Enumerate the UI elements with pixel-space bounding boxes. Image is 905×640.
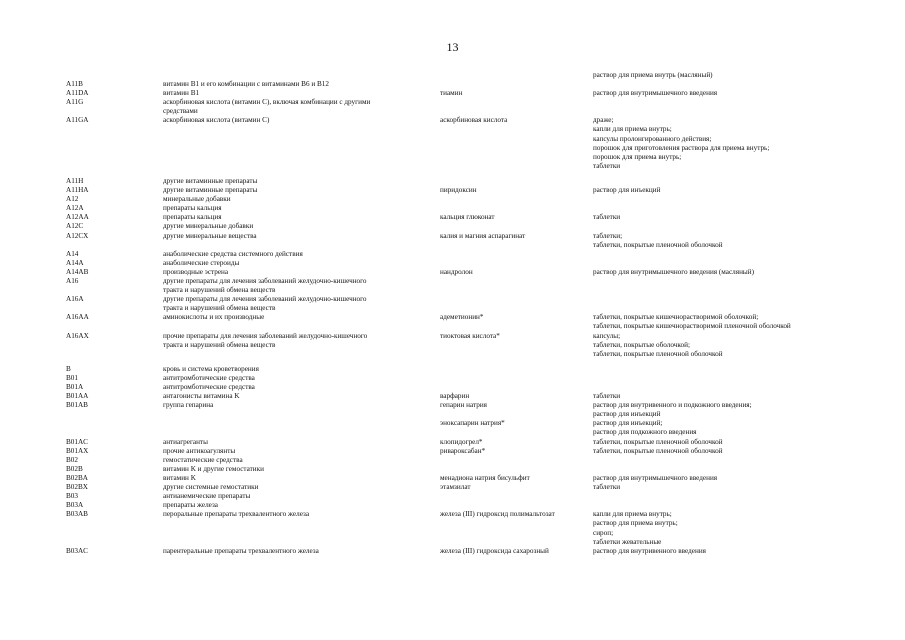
anatomical-therapeutic-group: антитромботические средства xyxy=(163,383,255,391)
atc-code: A11H xyxy=(66,176,84,185)
anatomical-therapeutic-group: производные эстрена xyxy=(163,267,229,276)
dosage-form: капли для приема внутрь; раствор для приема внутрь; сироп; таблетки жевательные xyxy=(593,510,678,546)
table-row xyxy=(0,438,905,447)
drug-name: варфарин xyxy=(440,392,470,401)
anatomical-therapeutic-group: аскорбиновая кислота (витамин C) xyxy=(163,116,270,125)
atc-code: B01AB xyxy=(66,401,88,410)
anatomical-therapeutic-group: витамин K xyxy=(163,473,196,482)
drug-name: железа (III) гидроксид полимальтозат xyxy=(440,510,555,519)
anatomical-therapeutic-group: парентеральные препараты трехвалентного железа xyxy=(163,546,319,555)
table-row xyxy=(0,277,905,295)
anatomical-therapeutic-group: препараты железа xyxy=(163,501,218,510)
atc-code: B03A xyxy=(66,501,84,510)
atc-code: A12A xyxy=(66,204,84,213)
table-row xyxy=(0,401,905,419)
anatomical-therapeutic-group: пероральные препараты трехвалентного железа xyxy=(163,510,310,519)
anatomical-therapeutic-group: анаболические средства системного действия xyxy=(163,249,303,258)
table-row xyxy=(0,447,905,456)
atc-code: A12CX xyxy=(66,231,89,240)
dosage-form: раствор для внутривенного введения xyxy=(593,546,706,555)
atc-code: B02BX xyxy=(66,483,88,492)
atc-code: B03AC xyxy=(66,546,88,555)
table-row xyxy=(0,456,905,465)
table-row xyxy=(0,80,905,89)
atc-code: A11B xyxy=(66,80,83,88)
atc-code: A16AA xyxy=(66,313,89,322)
anatomical-therapeutic-group: другие системные гемостатики xyxy=(163,483,259,492)
table-row xyxy=(0,419,905,437)
atc-code: B01AA xyxy=(66,392,89,401)
atc-code: A12C xyxy=(66,222,84,231)
anatomical-therapeutic-group: другие препараты для лечения заболеваний желудочно-кишечного тракта и нарушений обмена веществ xyxy=(163,276,367,295)
anatomical-therapeutic-group: антиагреганты xyxy=(163,437,208,446)
anatomical-therapeutic-group: антитромботические средства xyxy=(163,373,255,382)
atc-code: A16 xyxy=(66,276,79,285)
drug-name: тиоктовая кислота* xyxy=(440,331,500,340)
anatomical-therapeutic-group: витамин B1 и его комбинации с витаминами B6 и B12 xyxy=(163,80,329,88)
atc-code: B02 xyxy=(66,455,78,464)
dosage-form: капсулы; таблетки, покрытые оболочкой; таблетки, покрытые пленочной оболочкой xyxy=(593,331,723,358)
anatomical-therapeutic-group: другие витаминные препараты xyxy=(163,176,258,185)
anatomical-therapeutic-group: препараты кальция xyxy=(163,213,222,222)
table-row xyxy=(0,89,905,98)
drug-name: клопидогрел* xyxy=(440,437,483,446)
anatomical-therapeutic-group: антагонисты витамина K xyxy=(163,392,240,401)
drug-name: железа (III) гидроксида сахарозный xyxy=(440,546,549,555)
drug-name: калия и магния аспарагинат xyxy=(440,231,526,240)
drug-name: менадиона натрия бисульфит xyxy=(440,473,530,482)
table-row xyxy=(0,268,905,277)
dosage-form: таблетки; таблетки, покрытые пленочной оболочкой xyxy=(593,231,723,249)
table-row xyxy=(0,222,905,231)
drug-name: пиридоксин xyxy=(440,186,477,195)
drug-name: эноксапарин натрия* xyxy=(440,419,505,428)
anatomical-therapeutic-group: минеральные добавки xyxy=(163,195,231,204)
dosage-form: таблетки, покрытые пленочной оболочкой xyxy=(593,446,723,455)
atc-code: A11DA xyxy=(66,89,89,98)
table-row xyxy=(0,177,905,186)
anatomical-therapeutic-group: прочие препараты для лечения заболеваний желудочно-кишечного тракта и нарушений обмена веществ xyxy=(163,331,368,349)
anatomical-therapeutic-group: анаболические стероиды xyxy=(163,258,240,267)
atc-code: B03AB xyxy=(66,510,88,519)
atc-code: A14 xyxy=(66,249,79,258)
atc-code: B01AX xyxy=(66,446,89,455)
dosage-form: таблетки xyxy=(593,213,621,222)
anatomical-therapeutic-group: группа гепарина xyxy=(163,401,214,410)
atc-code: B03 xyxy=(66,492,78,501)
table-row xyxy=(0,186,905,195)
atc-code: A14AB xyxy=(66,267,89,276)
atc-code: B01 xyxy=(66,373,78,382)
table-row xyxy=(0,295,905,313)
drug-name: гепарин натрия xyxy=(440,401,487,410)
atc-code: B02B xyxy=(66,464,83,473)
anatomical-therapeutic-group: витамин B1 xyxy=(163,89,200,98)
table-row xyxy=(0,204,905,213)
atc-code: A16AX xyxy=(66,331,89,340)
table-row xyxy=(0,116,905,171)
dosage-form: таблетки xyxy=(593,483,621,492)
atc-code: A11GA xyxy=(66,116,89,125)
anatomical-therapeutic-group: витамин K и другие гемостатики xyxy=(163,464,264,473)
atc-code: B01A xyxy=(66,383,84,391)
dosage-form: раствор для внутримышечного введения xyxy=(593,89,718,98)
drug-name: аскорбиновая кислота xyxy=(440,116,508,125)
drug-name: кальция глюконат xyxy=(440,213,495,222)
anatomical-therapeutic-group: препараты кальция xyxy=(163,204,222,213)
atc-code: B01AC xyxy=(66,437,88,446)
anatomical-therapeutic-group: другие витаминные препараты xyxy=(163,186,258,195)
dosage-form: таблетки, покрытые кишечнорастворимой оболочкой; таблетки, покрытые кишечнорастворимой пленочной оболочкой xyxy=(593,313,791,331)
table-row xyxy=(0,98,905,116)
table-row xyxy=(0,501,905,510)
drug-name: адеметионин* xyxy=(440,313,484,322)
table-row xyxy=(0,213,905,222)
drug-name: ривароксабан* xyxy=(440,446,486,455)
dosage-form: раствор для внутривенного и подкожного введения; раствор для инъекций xyxy=(593,401,752,419)
table-row xyxy=(0,332,905,359)
continued-dosage-form: раствор для приема внутрь (масляный) xyxy=(593,71,713,79)
table-row xyxy=(0,465,905,474)
atc-code: A14A xyxy=(66,258,84,267)
dosage-form: раствор для внутримышечного введения xyxy=(593,473,718,482)
drug-name: нандролон xyxy=(440,267,473,276)
anatomical-therapeutic-group: другие минеральные добавки xyxy=(163,222,254,231)
dosage-form: драже; капли для приема внутрь; капсулы пролонгированного действия; порошок для приготовления раствора для приема внутрь; порошок для приема внутрь; таблетки xyxy=(593,116,770,170)
table-row xyxy=(0,313,905,331)
table-row xyxy=(0,392,905,401)
atc-code: A12AA xyxy=(66,213,89,222)
atc-code: B02BA xyxy=(66,473,88,482)
anatomical-therapeutic-group: аминокислоты и их производные xyxy=(163,313,265,322)
atc-code: B xyxy=(66,364,71,373)
drug-name: этамзилат xyxy=(440,483,471,492)
dosage-form: таблетки, покрытые пленочной оболочкой xyxy=(593,437,723,446)
anatomical-therapeutic-group: гемостатические средства xyxy=(163,455,243,464)
table-row xyxy=(0,547,905,556)
page-number: 13 xyxy=(446,40,459,54)
anatomical-therapeutic-group: кровь и система кроветворения xyxy=(163,364,259,373)
table-row xyxy=(0,232,905,250)
dosage-form: раствор для внутримышечного введения (масляный) xyxy=(593,267,754,276)
dosage-form: раствор для инъекций xyxy=(593,186,661,195)
table-row xyxy=(0,383,905,392)
anatomical-therapeutic-group: другие препараты для лечения заболеваний желудочно-кишечного тракта и нарушений обмена веществ xyxy=(163,295,367,313)
atc-code: A12 xyxy=(66,195,79,204)
drug-classification-table xyxy=(0,80,905,556)
table-row xyxy=(0,483,905,492)
table-row xyxy=(0,374,905,383)
table-row xyxy=(0,259,905,268)
table-row xyxy=(0,510,905,546)
drug-name: тиамин xyxy=(440,89,463,98)
dosage-form: таблетки xyxy=(593,392,621,401)
table-row xyxy=(0,365,905,374)
dosage-form: раствор для инъекций; раствор для подкожного введения xyxy=(593,419,697,437)
atc-code: A16A xyxy=(66,295,84,304)
table-row xyxy=(0,492,905,501)
atc-code: A11G xyxy=(66,98,84,107)
table-row xyxy=(0,474,905,483)
table-row xyxy=(0,250,905,259)
anatomical-therapeutic-group: прочие антикоагулянты xyxy=(163,446,236,455)
table-row xyxy=(0,195,905,204)
anatomical-therapeutic-group: аскорбиновая кислота (витамин C), включая комбинации с другими средствами xyxy=(163,98,371,116)
anatomical-therapeutic-group: антианемические препараты xyxy=(163,492,251,501)
atc-code: A11HA xyxy=(66,186,89,195)
anatomical-therapeutic-group: другие минеральные вещества xyxy=(163,231,257,240)
